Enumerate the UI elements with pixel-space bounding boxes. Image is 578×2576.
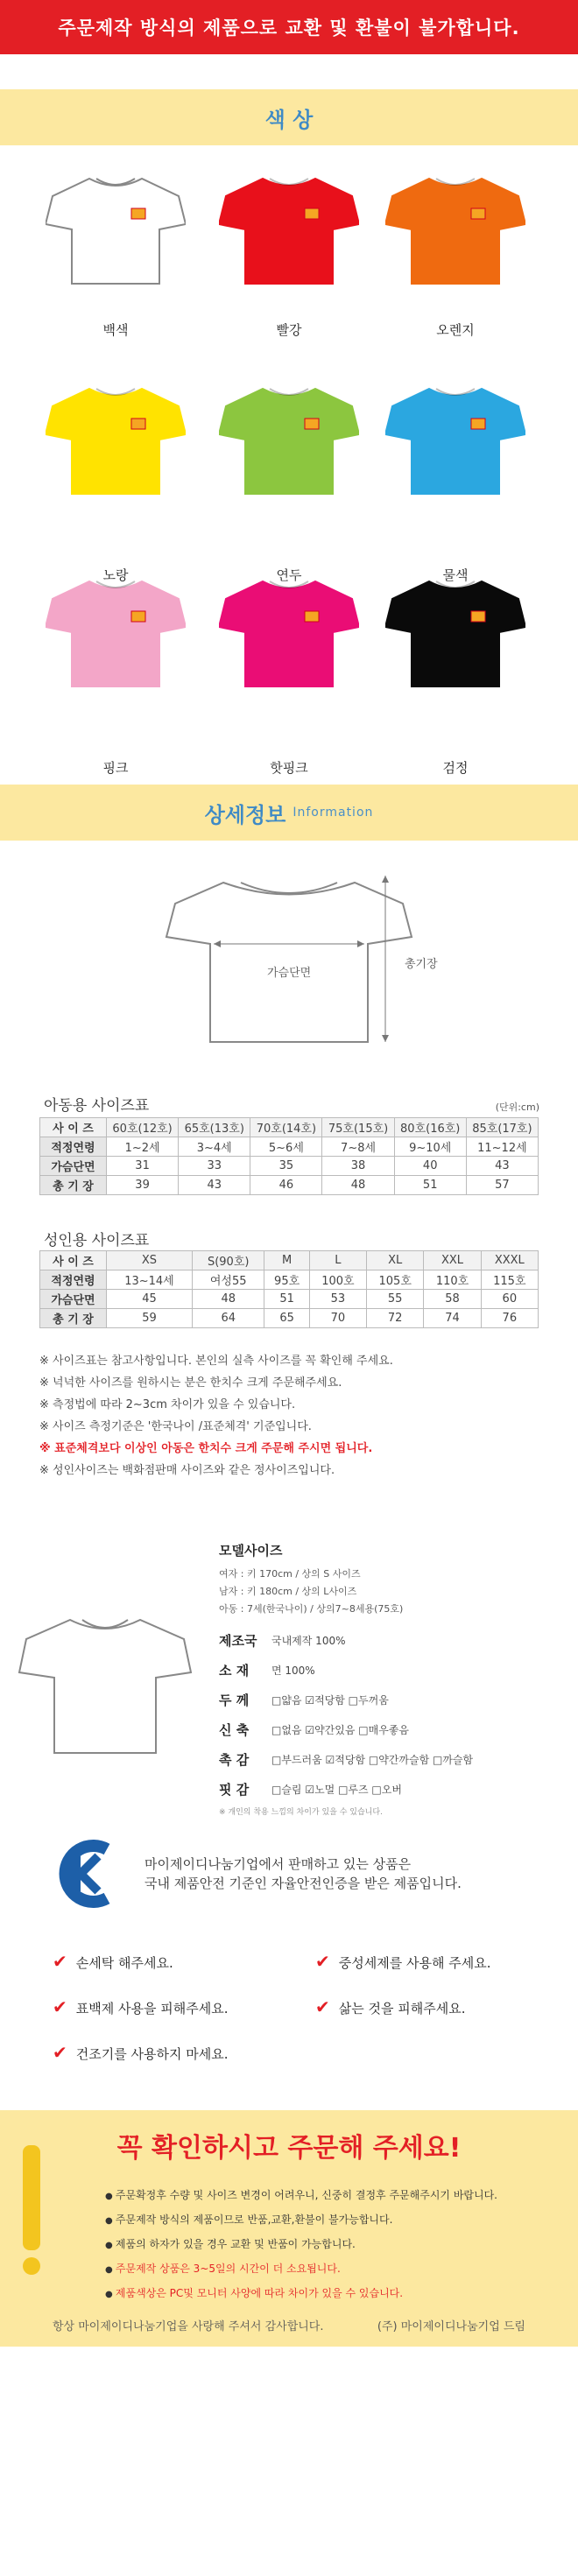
size-cell: 45 (107, 1290, 193, 1309)
footer-thanks: 항상 마이제이디나눔기업을 사랑해 주셔서 감사합니다. (53, 2319, 324, 2333)
confirm-list (105, 2184, 497, 2306)
size-cell: 59 (107, 1309, 193, 1328)
banner-text: 주문제작 방식의 제품으로 교환 및 환불이 불가합니다. (58, 18, 520, 39)
color-grid (0, 145, 578, 785)
care-instructions (0, 1935, 578, 2110)
confirm-title: 꼭 확인하시고 주문해 주세요! (116, 2133, 462, 2164)
fabric-row (219, 1655, 473, 1685)
note-item: ※ 사이즈표는 참고사항입니다. 본인의 실측 사이즈를 꼭 확인해 주세요. (39, 1355, 393, 1368)
exchange-notice-banner (0, 0, 578, 54)
fabric-label: 핏 감 (219, 1781, 250, 1798)
size-cell: 60호(12호) (107, 1118, 179, 1137)
size-row-header: 적정연령 (40, 1137, 107, 1157)
shirt-swatch (219, 172, 359, 285)
size-cell: 105호 (367, 1270, 424, 1290)
size-cell: 115호 (481, 1270, 538, 1290)
kids-size-table (39, 1117, 539, 1195)
check-icon: ✔ (315, 1951, 330, 1972)
confirm-item (105, 2208, 497, 2233)
shirt-swatch (385, 574, 525, 688)
care-text: 손세탁 해주세요. (75, 1955, 173, 1971)
confirm-item (105, 2184, 497, 2208)
measurement-diagram (0, 841, 578, 1086)
fabric-row (219, 1744, 473, 1774)
check-icon: ✔ (315, 1996, 330, 2017)
footer (0, 2303, 578, 2347)
adult-size-section (0, 1232, 578, 1366)
fabric-properties (219, 1625, 473, 1817)
fabric-row (219, 1625, 473, 1655)
size-notes (0, 1355, 578, 1541)
color-name: 백색 (102, 322, 129, 338)
shirt-swatch (219, 574, 359, 688)
size-cell: 43 (466, 1157, 538, 1176)
color-name: 연두 (276, 567, 302, 583)
color-name: 검정 (442, 760, 469, 776)
shirt-swatch (385, 382, 525, 496)
size-cell: 48 (322, 1176, 394, 1195)
care-text: 표백제 사용을 피해주세요. (75, 2001, 229, 2016)
bullet-icon: ● (105, 2192, 116, 2201)
size-cell: 13~14세 (107, 1270, 193, 1290)
fabric-value: □없음 ☑약간있음 □매우좋음 (271, 1723, 409, 1736)
model-shirt-outline (18, 1611, 193, 1760)
adult-size-table (39, 1250, 539, 1328)
size-cell: 9~10세 (394, 1137, 466, 1157)
size-cell: XXXL (481, 1251, 538, 1270)
size-cell: 5~6세 (250, 1137, 322, 1157)
kc-line1: 마이제이디나눔기업에서 판매하고 있는 상품은 (144, 1856, 412, 1872)
kc-section (0, 1830, 578, 1935)
size-cell: 110호 (424, 1270, 481, 1290)
footer-sign: (주) 마이제이디나눔기업 드림 (377, 2319, 525, 2333)
size-cell: 64 (192, 1309, 264, 1328)
fabric-label: 두 께 (219, 1692, 250, 1708)
kids-unit: (단위:cm) (495, 1101, 539, 1113)
kc-mark-icon (54, 1839, 124, 1909)
shirt-swatch (385, 172, 525, 285)
model-lines (219, 1566, 403, 1618)
model-footnote: ※ 개인의 착용 느낌의 차이가 있을 수 있습니다. (219, 1808, 383, 1817)
fabric-value: □부드러움 ☑적당함 □약간까슬함 □까슬함 (271, 1753, 474, 1766)
size-cell: 40 (394, 1157, 466, 1176)
size-cell: 46 (250, 1176, 322, 1195)
confirm-text: 주문제작 방식의 제품이므로 반품,교환,환불이 불가능합니다. (115, 2214, 393, 2226)
confirm-text: 주문제작 상품은 3~5일의 시간이 더 소요됩니다. (115, 2263, 341, 2275)
size-table-row (40, 1176, 539, 1195)
detail-section-subtitle: Information (293, 806, 374, 820)
fabric-row (219, 1685, 473, 1714)
size-cell: 85호(17호) (466, 1118, 538, 1137)
size-cell: 31 (107, 1157, 179, 1176)
care-text: 중성세제를 사용해 주세요. (338, 1955, 491, 1971)
check-icon: ✔ (53, 1996, 67, 2017)
confirm-text: 제품의 하자가 있을 경우 교환 및 반품이 가능합니다. (115, 2238, 356, 2250)
care-text: 건조기를 사용하지 마세요. (75, 2046, 229, 2062)
size-cell: 3~4세 (179, 1137, 250, 1157)
fabric-row (219, 1774, 473, 1804)
model-line: 여자 : 키 170cm / 상의 S 사이즈 (219, 1568, 361, 1580)
size-table-row (40, 1118, 539, 1137)
note-item: ※ 성인사이즈는 백화점판매 사이즈와 같은 정사이즈입니다. (39, 1464, 335, 1477)
notes-list (39, 1350, 393, 1482)
size-cell: 53 (309, 1290, 366, 1309)
check-icon: ✔ (53, 2042, 67, 2063)
fabric-value: □슬림 ☑노멀 □루즈 □오버 (271, 1783, 402, 1796)
size-cell: 48 (192, 1290, 264, 1309)
model-line: 아동 : 7세(한국나이) / 상의7~8세용(75호) (219, 1603, 404, 1615)
check-icon: ✔ (53, 1951, 67, 1972)
fabric-value: 국내제작 100% (271, 1634, 346, 1647)
size-row-header: 적정연령 (40, 1270, 107, 1290)
size-cell: 51 (264, 1290, 309, 1309)
size-cell: 80호(16호) (394, 1118, 466, 1137)
care-item (53, 1951, 173, 1972)
size-table-row (40, 1157, 539, 1176)
bullet-icon: ● (105, 2241, 116, 2250)
size-cell: 11~12세 (466, 1137, 538, 1157)
kids-size-section (0, 1086, 578, 1235)
size-cell: 7~8세 (322, 1137, 394, 1157)
confirm-item (105, 2257, 497, 2282)
size-cell: 51 (394, 1176, 466, 1195)
size-table-row (40, 1137, 539, 1157)
color-section-header (0, 89, 578, 145)
size-cell: 57 (466, 1176, 538, 1195)
color-name: 물색 (442, 567, 469, 583)
care-text: 삶는 것을 피해주세요. (338, 2001, 466, 2016)
color-section-title: 색 상 (264, 107, 314, 132)
note-item: ※ 사이즈 측정기준은 '한국나이 /표준체격' 기준입니다. (39, 1420, 312, 1433)
fabric-value: □얇음 ☑적당함 □두꺼움 (271, 1693, 389, 1707)
size-row-header: 총 기 장 (40, 1309, 107, 1328)
fabric-label: 촉 감 (219, 1751, 250, 1768)
color-name: 노랑 (102, 567, 129, 583)
size-cell: 70 (309, 1309, 366, 1328)
shirt-swatch (219, 382, 359, 496)
color-name: 핑크 (102, 760, 129, 776)
size-cell: 74 (424, 1309, 481, 1328)
fabric-row (219, 1714, 473, 1744)
size-cell: L (309, 1251, 366, 1270)
color-name: 오렌지 (436, 322, 475, 338)
size-cell: XS (107, 1251, 193, 1270)
size-table-row (40, 1270, 539, 1290)
size-cell: 70호(14호) (250, 1118, 322, 1137)
bullet-icon: ● (105, 2265, 116, 2275)
confirm-item (105, 2233, 497, 2257)
bullet-icon: ● (105, 2216, 116, 2226)
total-length-label: 총기장 (405, 958, 438, 971)
color-name: 핫핑크 (270, 760, 308, 776)
size-cell: 여성55 (192, 1270, 264, 1290)
size-table-row (40, 1290, 539, 1309)
size-cell: 65호(13호) (179, 1118, 250, 1137)
care-item (315, 1951, 490, 1972)
kc-line2: 국내 제품안전 기준인 자율안전인증을 받은 제품입니다. (144, 1876, 462, 1891)
chest-width-label: 가슴단면 (267, 967, 312, 980)
size-cell: 55 (367, 1290, 424, 1309)
size-cell: XL (367, 1251, 424, 1270)
exclamation-dot-icon (23, 2257, 40, 2275)
size-cell: 33 (179, 1157, 250, 1176)
size-table-row (40, 1309, 539, 1328)
size-cell: 1~2세 (107, 1137, 179, 1157)
size-cell: 39 (107, 1176, 179, 1195)
size-cell: 76 (481, 1309, 538, 1328)
model-size-title: 모델사이즈 (219, 1543, 283, 1559)
adult-table-title: 성인용 사이즈표 (44, 1232, 150, 1249)
size-table-row (40, 1251, 539, 1270)
care-item (315, 1996, 465, 2017)
detail-section-header (0, 785, 578, 841)
size-cell: 75호(15호) (322, 1118, 394, 1137)
detail-section-title: 상세정보 (204, 802, 286, 827)
size-cell: 35 (250, 1157, 322, 1176)
size-cell: 38 (322, 1157, 394, 1176)
size-cell: 60 (481, 1290, 538, 1309)
fabric-label: 제조국 (219, 1632, 257, 1649)
size-cell: 95호 (264, 1270, 309, 1290)
fabric-label: 소 재 (219, 1662, 250, 1679)
size-row-header: 가슴단면 (40, 1290, 107, 1309)
size-row-header: 사 이 즈 (40, 1118, 107, 1137)
note-item: ※ 측정법에 따라 2~3cm 차이가 있을 수 있습니다. (39, 1398, 296, 1411)
color-name: 빨강 (276, 322, 302, 338)
size-cell: 65 (264, 1309, 309, 1328)
care-item (53, 2042, 228, 2063)
bullet-icon: ● (105, 2290, 116, 2299)
care-item (53, 1996, 228, 2017)
fabric-value: 면 100% (271, 1664, 315, 1677)
confirm-text: 주문확정후 수량 및 사이즈 변경이 어려우니, 신중히 결정후 주문해주시기 바랍니다. (115, 2189, 497, 2201)
size-row-header: 가슴단면 (40, 1157, 107, 1176)
size-cell: S(90호) (192, 1251, 264, 1270)
shirt-swatch (46, 574, 186, 688)
size-cell: 100호 (309, 1270, 366, 1290)
shirt-swatch (46, 172, 186, 285)
size-row-header: 사 이 즈 (40, 1251, 107, 1270)
note-item: ※ 넉넉한 사이즈를 원하시는 분은 한치수 크게 주문해주세요. (39, 1376, 342, 1390)
shirt-swatch (46, 382, 186, 496)
size-cell: XXL (424, 1251, 481, 1270)
confirm-section (0, 2110, 578, 2303)
confirm-text: 제품색상은 PC및 모니터 사양에 따라 차이가 있을 수 있습니다. (115, 2287, 404, 2299)
size-cell: 58 (424, 1290, 481, 1309)
model-line: 남자 : 키 180cm / 상의 L사이즈 (219, 1586, 357, 1597)
size-cell: M (264, 1251, 309, 1270)
note-item: ※ 표준체격보다 이상인 아동은 한치수 크게 주문해 주시면 됩니다. (39, 1442, 373, 1455)
size-cell: 72 (367, 1309, 424, 1328)
model-info-section (0, 1541, 578, 1830)
fabric-label: 신 축 (219, 1721, 250, 1738)
kids-table-title: 아동용 사이즈표 (44, 1097, 150, 1115)
size-cell: 43 (179, 1176, 250, 1195)
size-row-header: 총 기 장 (40, 1176, 107, 1195)
